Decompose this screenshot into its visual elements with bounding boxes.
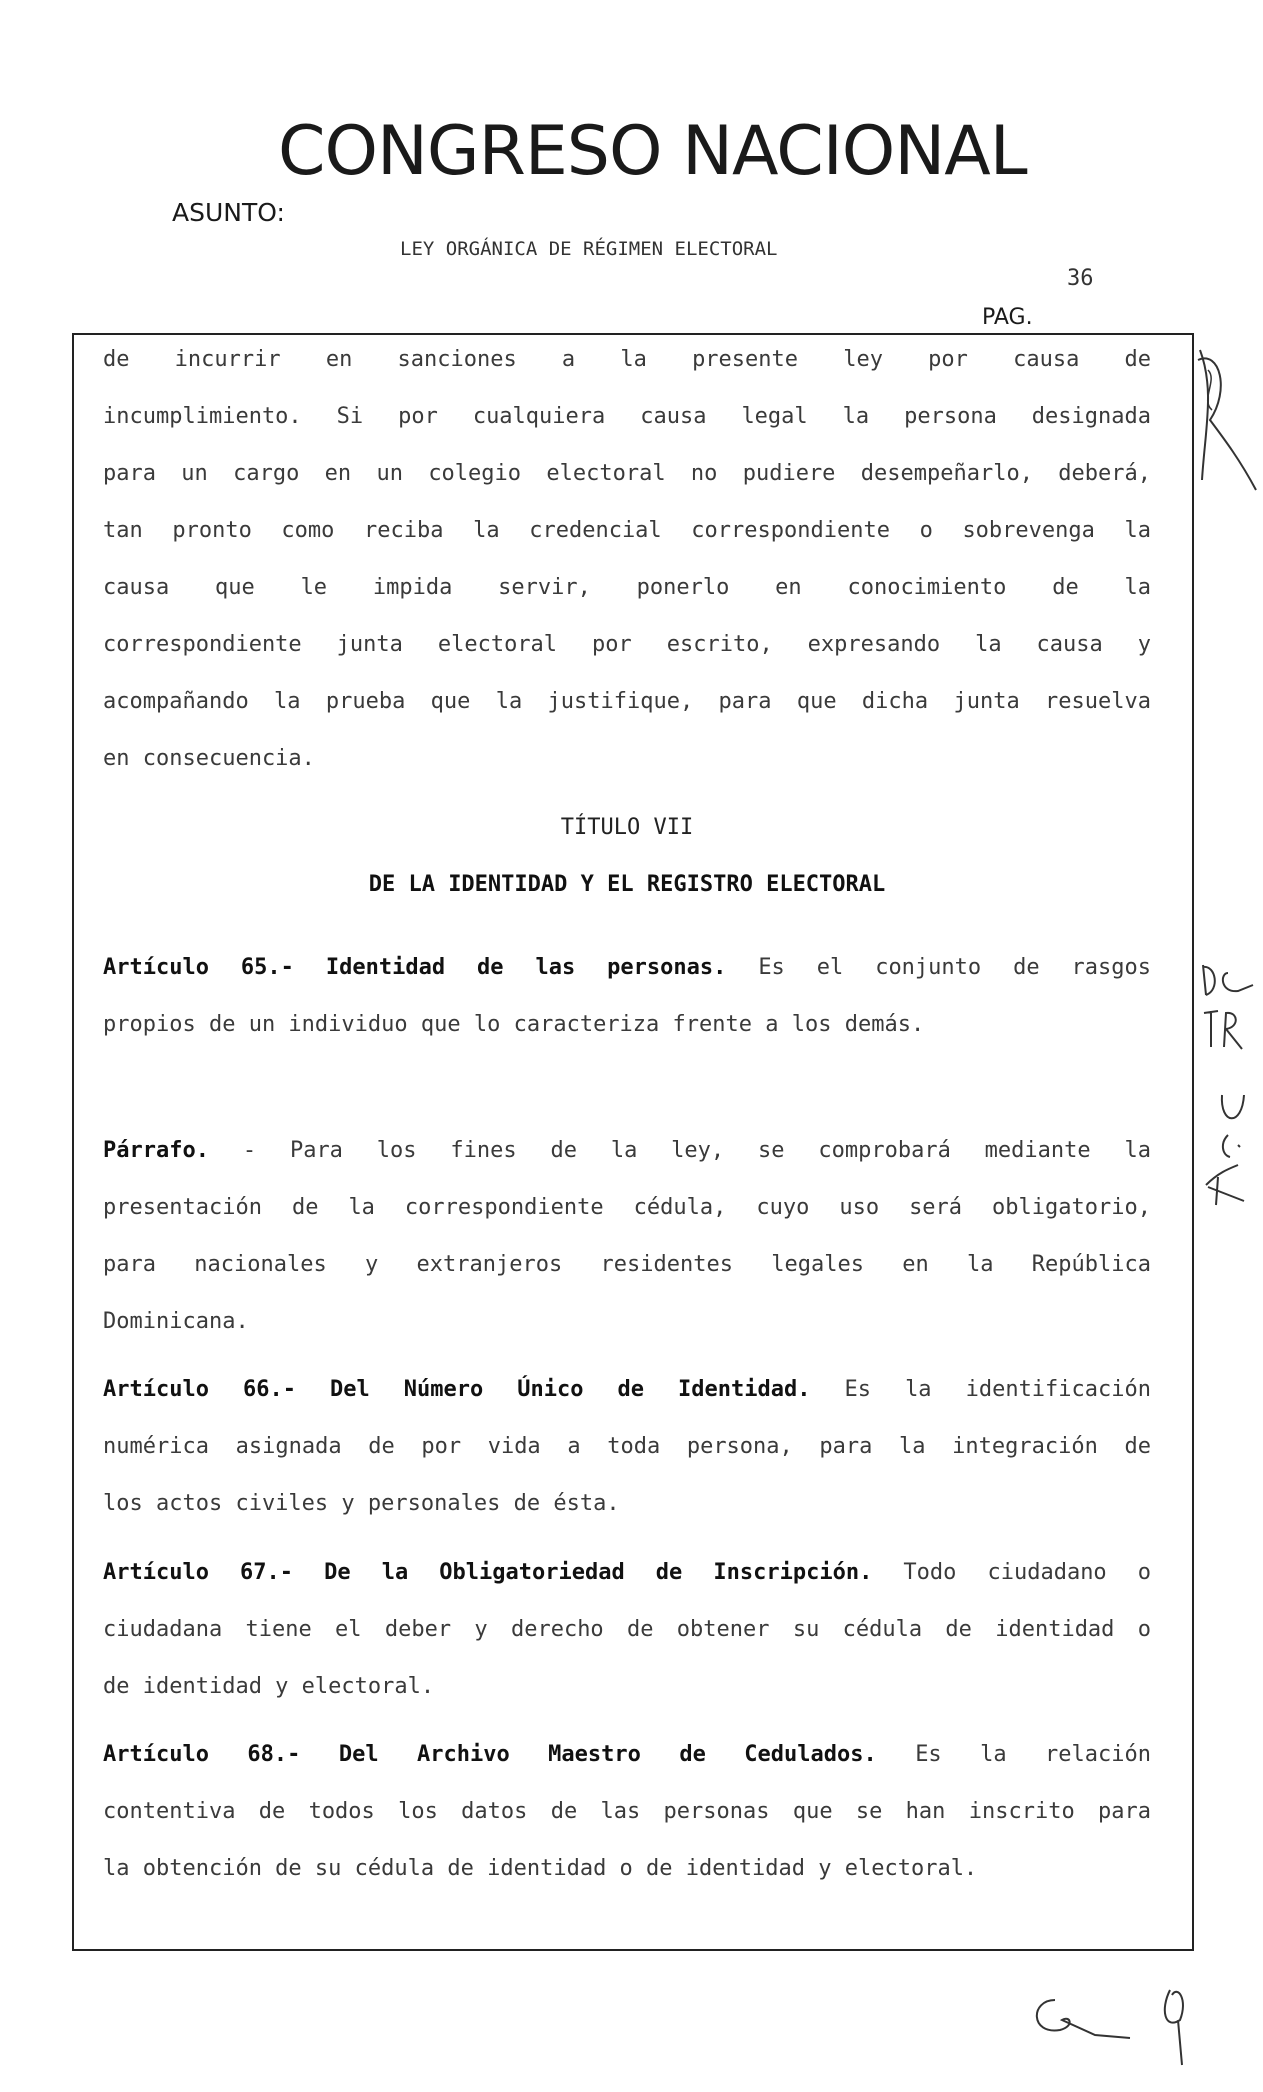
article-heading: Del Archivo Maestro de Cedulados. [338, 1742, 877, 1767]
article-heading: De la Obligatoriedad de Inscripción. [324, 1560, 873, 1585]
header-title: CONGRESO NACIONAL [278, 112, 1027, 191]
article-65-line [103, 953, 1151, 983]
article-68-line [103, 1740, 1151, 1770]
article-67-line [103, 1558, 1151, 1588]
body-line: los actos civiles y personales de ésta. [103, 1491, 620, 1516]
asunto-label: ASUNTO: [172, 198, 285, 227]
title-subheading: DE LA IDENTIDAD Y EL REGISTRO ELECTORAL [368, 872, 886, 897]
body-line: ciudadana tiene el deber y derecho de obtener su cédula de identidad o [103, 1617, 1151, 1642]
body-line: en consecuencia. [103, 746, 315, 771]
body-line: la obtención de su cédula de identidad o de identidad y electoral. [103, 1856, 978, 1881]
handwritten-signature-top-right [1190, 330, 1260, 500]
body-line: correspondiente junta electoral por escrito, expresando la causa y [103, 632, 1151, 657]
body-line: Dominicana. [103, 1309, 249, 1334]
article-label: Artículo 67.- [103, 1560, 294, 1585]
body-line: de incurrir en sanciones a la presente ley por causa de [103, 347, 1151, 372]
article-66-line [103, 1375, 1151, 1405]
article-label: Artículo 65.- [103, 955, 294, 980]
parrafo-line [103, 1136, 1151, 1166]
body-line: causa que le impida servir, ponerlo en conocimiento de la [103, 575, 1151, 600]
handwritten-signature-bottom [1010, 1960, 1210, 2070]
body-line: incumplimiento. Si por cualquiera causa legal la persona designada [103, 404, 1151, 429]
article-label: Artículo 66.- [103, 1377, 296, 1402]
article-text: Es el conjunto de rasgos [758, 955, 1151, 980]
article-text: Es la identificación [844, 1377, 1151, 1402]
body-line: para nacionales y extranjeros residentes legales en la República [103, 1252, 1151, 1277]
article-text: Todo ciudadano o [903, 1560, 1151, 1585]
pag-label: PAG. [982, 305, 1033, 330]
document-subject: LEY ORGÁNICA DE RÉGIMEN ELECTORAL [400, 238, 778, 260]
body-line: de identidad y electoral. [103, 1674, 435, 1699]
body-line: numérica asignada de por vida a toda persona, para la integración de [103, 1434, 1151, 1459]
page-number: 36 [1067, 266, 1094, 291]
body-line: tan pronto como reciba la credencial correspondiente o sobrevenga la [103, 518, 1151, 543]
article-heading: Del Número Único de Identidad. [330, 1377, 811, 1402]
handwritten-initials-margin [1198, 955, 1260, 1215]
body-line: acompañando la prueba que la justifique, para que dicha junta resuelva [103, 689, 1151, 714]
article-label: Artículo 68.- [103, 1742, 301, 1767]
parrafo-label: Párrafo. [103, 1138, 209, 1163]
body-line: contentiva de todos los datos de las personas que se han inscrito para [103, 1799, 1151, 1824]
title-heading: TÍTULO VII [560, 815, 694, 840]
body-line: propios de un individuo que lo caracteriza frente a los demás. [103, 1012, 925, 1037]
body-line: presentación de la correspondiente cédula, cuyo uso será obligatorio, [103, 1195, 1151, 1220]
body-line: para un cargo en un colegio electoral no pudiere desempeñarlo, deberá, [103, 461, 1151, 486]
parrafo-text: - Para los fines de la ley, se comprobará mediante la [242, 1138, 1151, 1163]
article-text: Es la relación [915, 1742, 1151, 1767]
article-heading: Identidad de las personas. [325, 955, 727, 980]
